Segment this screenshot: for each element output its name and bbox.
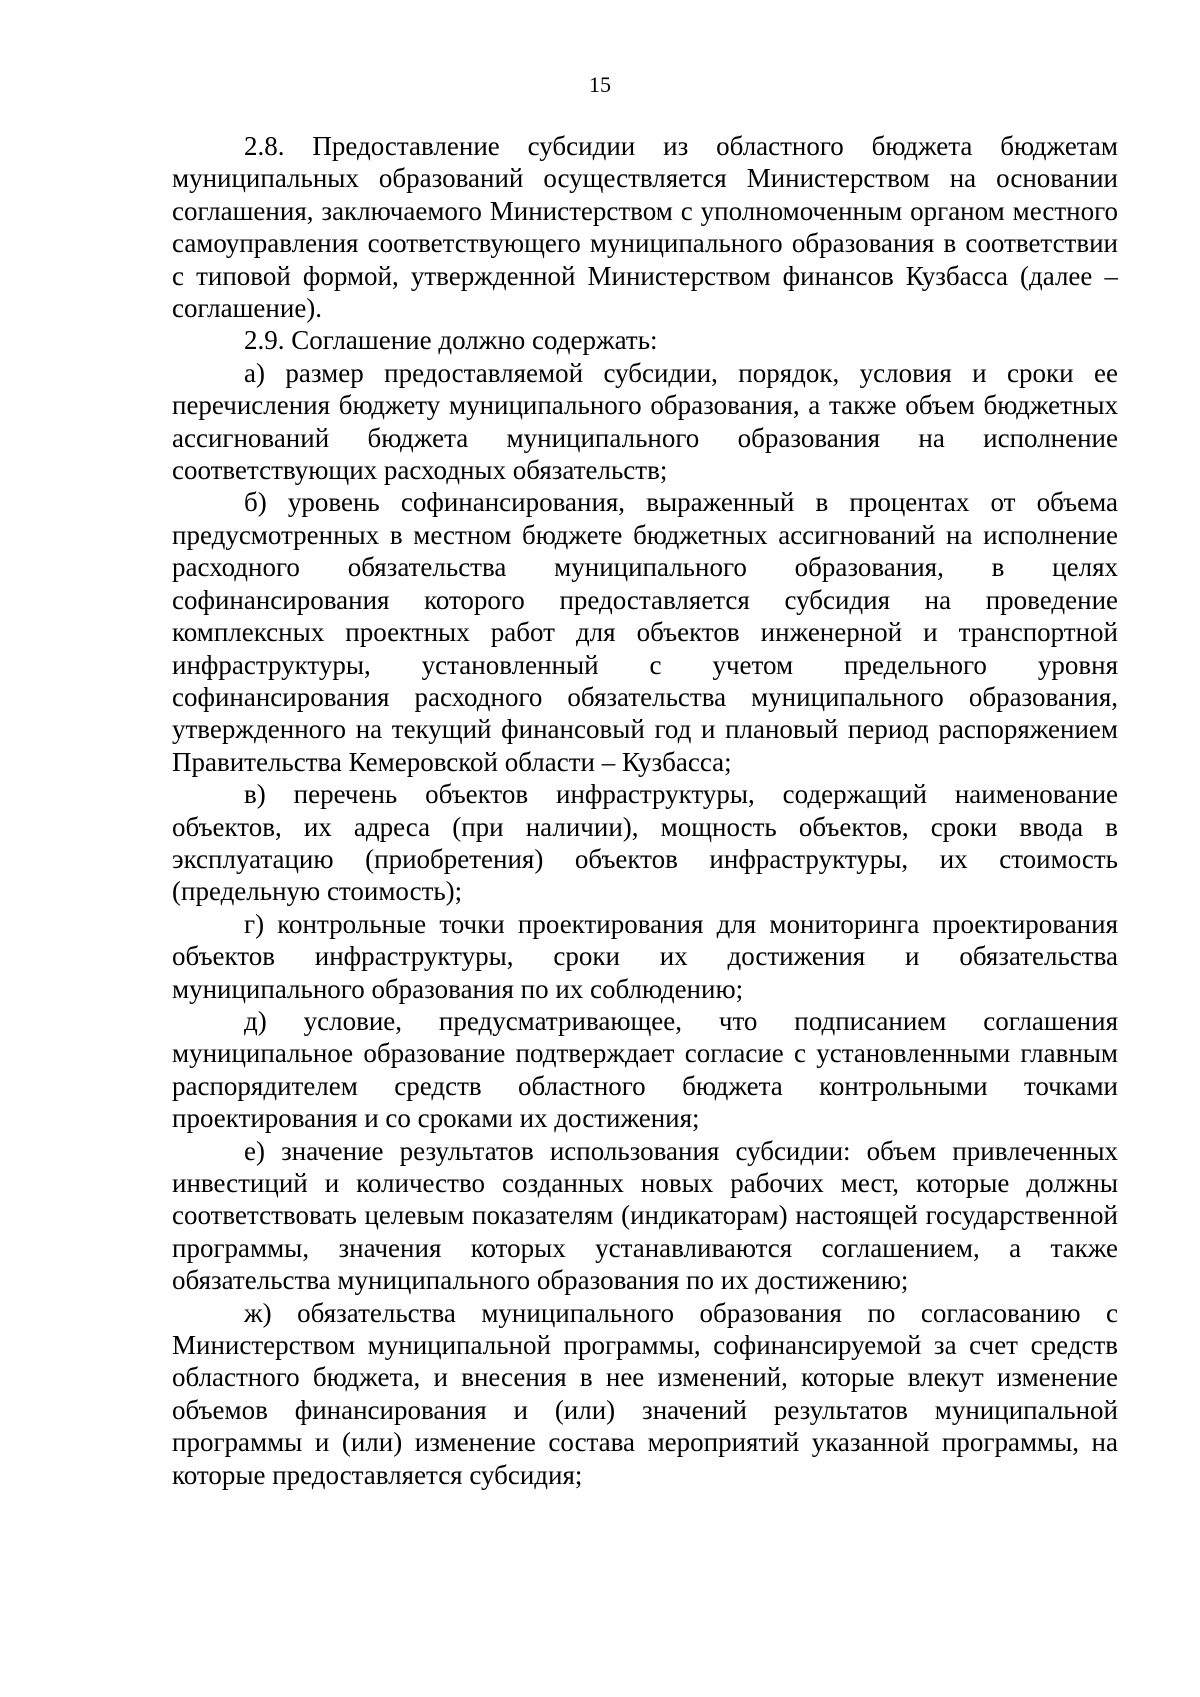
paragraph-2-9: 2.9. Соглашение должно содержать:	[244, 325, 658, 356]
paragraph-item-v: в) перечень объектов инфраструктуры, содержащий наименование объектов, их адреса (при наличии), мощность объектов, сроки ввода в эксплуатацию (приобретения) объектов инфраструктуры, их стоимость (предельную стоимость);	[172, 779, 1118, 907]
paragraph-item-g: г) контрольные точки проектирования для мониторинга проектирования объектов инфраструктуры, сроки их достижения и обязательства муниципального образования по их соблюдению;	[172, 908, 1118, 1004]
paragraph-2-8: 2.8. Предоставление субсидии из областного бюджета бюджетам муниципальных образований осуществляется Министерством на основании соглашения, заключаемого Министерством с уполномоченным органом местного самоуправления соответствующего муниципального образования в соответствии с типовой формой, утвержденной Министерством финансов Кузбасса (далее – соглашение).	[172, 131, 1118, 324]
paragraph-item-e: е) значение результатов использования субсидии: объем привлеченных инвестиций и количество созданных новых рабочих мест, которые должны соответствовать целевым показателям (индикаторам) настоящей государственной программы, значения которых устанавливаются соглашением, а также обязательства муниципального образования по их достижению;	[172, 1135, 1118, 1296]
paragraph-item-a: а) размер предоставляемой субсидии, порядок, условия и сроки ее перечисления бюджету муниципального образования, а также объем бюджетных ассигнований бюджета муниципального образования на исполнение соответствующих расходных обязательств;	[172, 357, 1118, 486]
page-number: 15	[589, 72, 611, 97]
paragraph-item-zh: ж) обязательства муниципального образования по согласованию с Министерством муниципальной программы, софинансируемой за счет средств областного бюджета, и внесения в нее изменений, которые влекут изменение объемов финансирования и (или) значений результатов муниципальной программы и (или) изменение состава мероприятий указанной программы, на которые предоставляется субсидия;	[172, 1297, 1118, 1490]
paragraph-item-b: б) уровень софинансирования, выраженный в процентах от объема предусмотренных в местном бюджете бюджетных ассигнований на исполнение расходного обязательства муниципального образования, в целях софинансирования которого предоставляется субсидия на проведение комплексных проектных работ для объектов инженерной и транспортной инфраструктуры, установленный с учетом предельного уровня софинансирования расходного обязательства муниципального образования, утвержденного на текущий финансовый год и плановый период распоряжением Правительства Кемеровской области – Кузбасса;	[172, 487, 1118, 777]
paragraph-item-d: д) условие, предусматривающее, что подписанием соглашения муниципальное образование подтверждает согласие с установленными главным распорядителем средств областного бюджета контрольными точками проектирования и со сроками их достижения;	[172, 1005, 1118, 1134]
document-body	[172, 130, 1118, 1491]
